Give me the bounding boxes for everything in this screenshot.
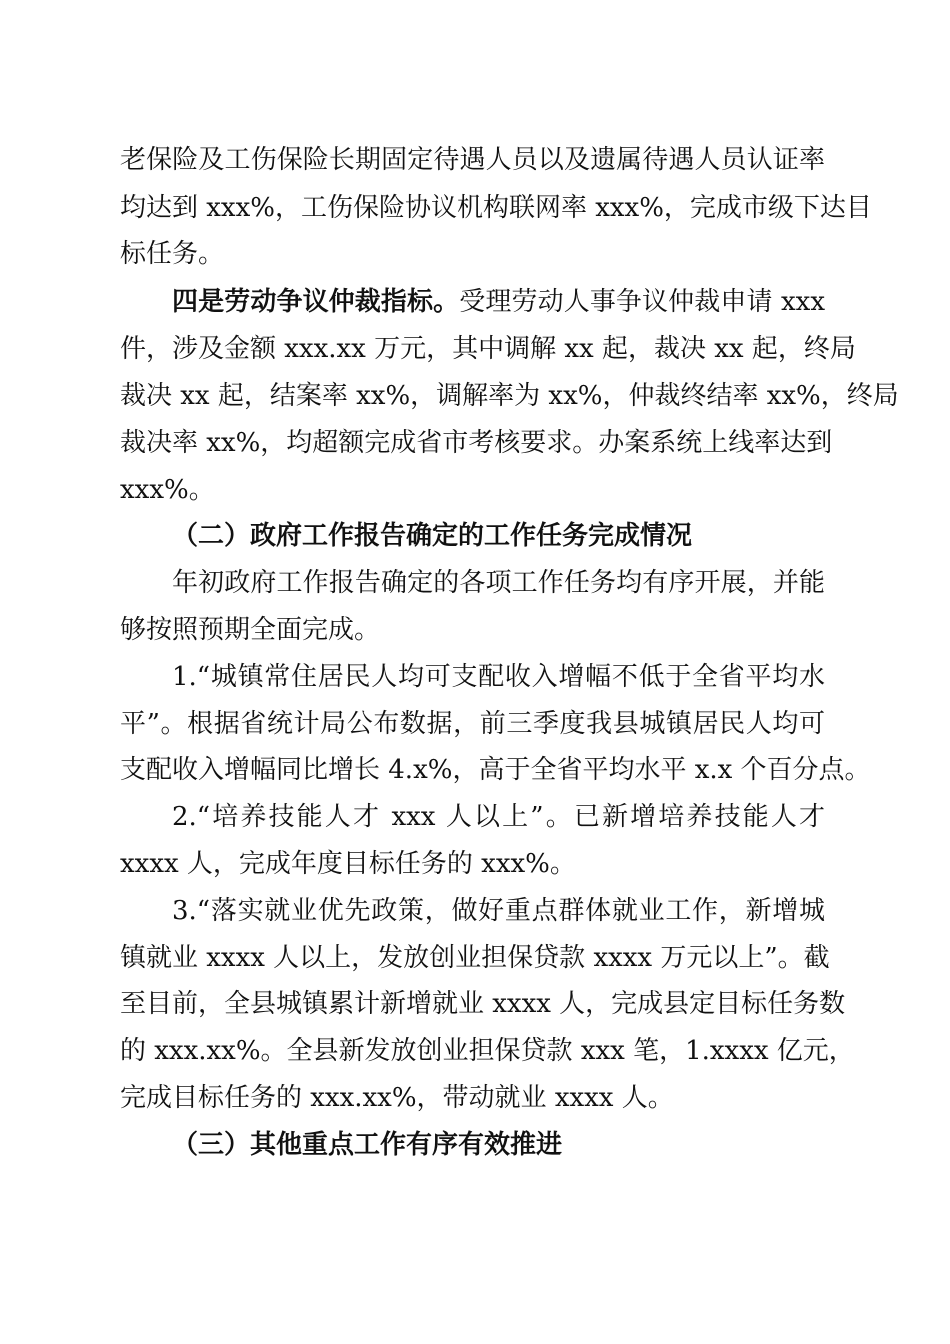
paragraph-line: 支配收入增幅同比增长 4.x%，高于全省平均水平 x.x 个百分点。	[120, 755, 871, 785]
paragraph-line: 3.“落实就业优先政策，做好重点群体就业工作，新增城	[172, 896, 825, 926]
paragraph-line: 镇就业 xxxx 人以上，发放创业担保贷款 xxxx 万元以上”。截	[120, 943, 830, 973]
paragraph-line: 至目前，全县城镇累计新增就业 xxxx 人，完成县定目标任务数	[120, 989, 846, 1019]
paragraph-line: 2.“培养技能人才 xxx 人以上”。已新增培养技能人才	[172, 802, 825, 832]
paragraph-line: 均达到 xxx%，工伤保险协议机构联网率 xxx%，完成市级下达目	[120, 193, 872, 223]
paragraph-line: 的 xxx.xx%。全县新发放创业担保贷款 xxx 笔，1.xxxx 亿元，	[120, 1036, 855, 1066]
paragraph-line: 标任务。	[120, 239, 225, 269]
paragraph-line: 裁决率 xx%，均超额完成省市考核要求。办案系统上线率达到	[120, 428, 833, 458]
paragraph-line: 裁决 xx 起，结案率 xx%，调解率为 xx%，仲裁终结率 xx%，终局	[120, 381, 899, 411]
section-heading: （二）政府工作报告确定的工作任务完成情况	[172, 521, 693, 551]
paragraph-line: 1.“城镇常住居民人均可支配收入增幅不低于全省平均水	[172, 662, 825, 692]
paragraph-line: 件，涉及金额 xxx.xx 万元，其中调解 xx 起，裁决 xx 起，终局	[120, 334, 856, 364]
paragraph-line: 够按照预期全面完成。	[120, 615, 381, 645]
paragraph-line: 年初政府工作报告确定的各项工作任务均有序开展，并能	[172, 568, 825, 598]
paragraph-line	[172, 280, 825, 324]
section-lead-bold: 四是劳动争议仲裁指标。	[172, 287, 460, 317]
paragraph-line: xxx%。	[120, 475, 215, 505]
paragraph-line: 平”。根据省统计局公布数据，前三季度我县城镇居民人均可	[120, 709, 825, 739]
paragraph-line: 完成目标任务的 xxx.xx%，带动就业 xxxx 人。	[120, 1083, 674, 1113]
section-heading: （三）其他重点工作有序有效推进	[172, 1130, 563, 1160]
paragraph-line: xxxx 人，完成年度目标任务的 xxx%。	[120, 849, 576, 879]
section-lead-rest: 受理劳动人事争议仲裁申请 xxx	[459, 287, 825, 317]
paragraph-line: 老保险及工伤保险长期固定待遇人员以及遗属待遇人员认证率	[120, 145, 825, 175]
